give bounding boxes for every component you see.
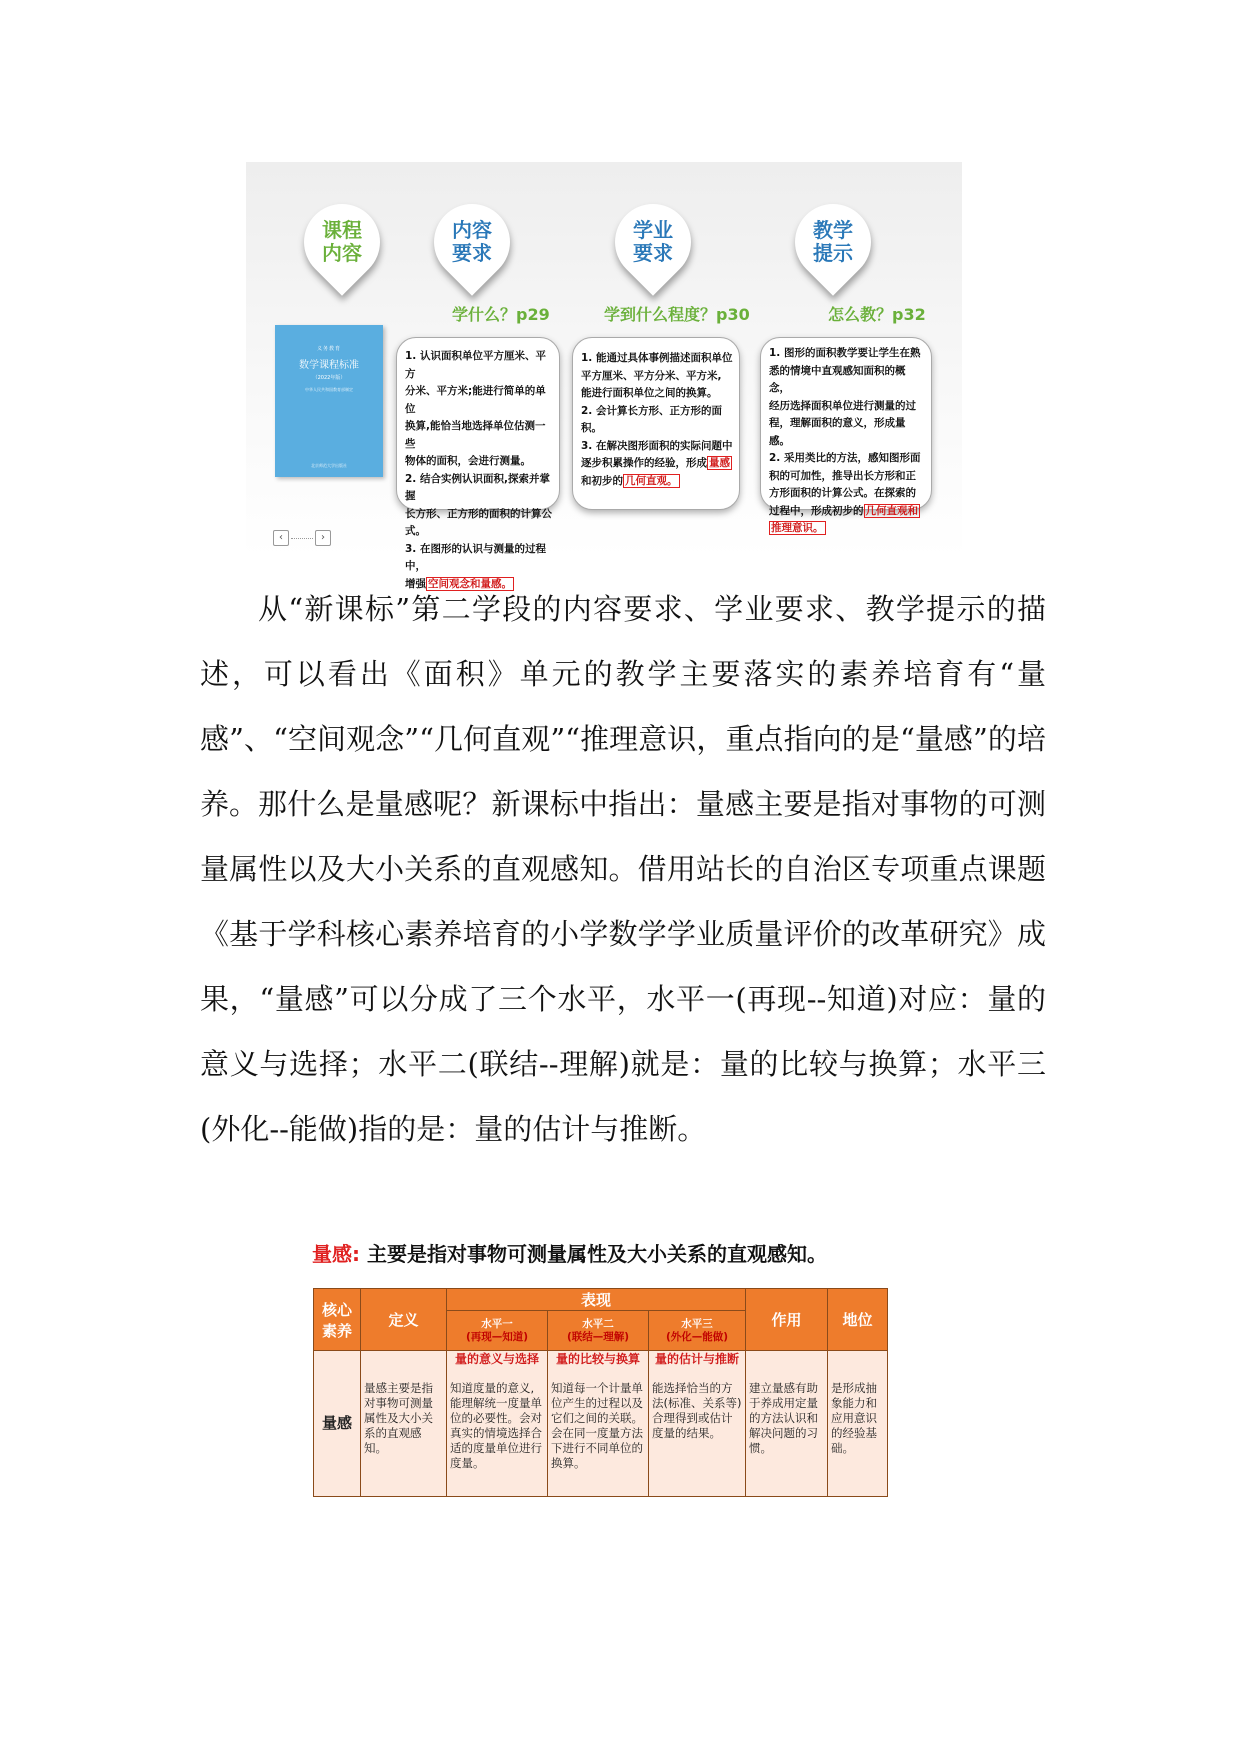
cell-level-3 [649,1351,746,1497]
pin-label: 学业 [633,218,673,242]
quantity-sense-table [313,1288,888,1497]
header-core-literacy [314,1289,361,1351]
paragraph-quantity-sense-levels: 那什么是量感呢？新课标中指出：量感主要是指对事物的可测量属性以及大小关系的直观感知。借用站长的自治区专项重点课题《基于学科核心素养培育的小学数学学业质量评价的改革研究》成果，“量感”可以分成了三个水平，水平一(再现--知道)对应：量的意义与选择；水平二(联结--理解)就是：量的比较与换算；水平三(外化--能做)指的是：量的估计与推断。 [200,787,1046,1146]
card-line: 悉的情境中直观感知面积的概念， [769,364,906,394]
cell-definition [361,1351,447,1497]
header-level-1 [447,1311,548,1351]
prev-slide-button[interactable]: ‹ [273,530,289,546]
card-line: 积的可加性，推导出长方形和正 [769,469,916,482]
header-function: 作用 [746,1289,828,1351]
caption-term: 量感: [312,1242,360,1266]
cell-text: 知道每一个计量单位产生的过程以及它们之间的关联。会在同一度量方法下进行不同单位的换算。 [551,1381,643,1470]
heading-learning-level: 学到什么程度？p30 [604,305,750,324]
level-title: 水平二 [582,1317,614,1330]
highlight-box: 推理意识。 [771,522,824,534]
header-text: 素养 [321,1321,352,1340]
card-text: 逐步积累操作的经验，形成 [581,457,707,469]
pin-label: 提示 [813,241,853,265]
card-academic-requirements [572,337,740,510]
pin-label: 要求 [633,241,673,265]
header-level-3 [649,1311,746,1351]
level-subtitle: (外化—能做) [665,1330,729,1343]
card-line: 程，理解面积的意义，形成量感。 [769,417,906,447]
next-slide-button[interactable]: › [315,530,331,546]
card-line: 2. 采用类比的方法，感知图形面 [769,452,921,464]
card-line: 长方形、正方形的面积的计算公式。 [405,507,552,537]
header-level-2 [548,1311,649,1351]
header-position: 地位 [828,1289,888,1351]
book-series: 义务教育 [316,346,341,352]
card-content-requirements [396,337,560,590]
card-line: 1. 认识面积单位平方厘米、平方 [405,350,546,380]
card-text: 增强 [405,577,426,590]
card-teaching-tips [760,337,932,534]
pin-label: 内容 [452,218,492,242]
highlight-box: 空间观念和量感。 [428,577,512,590]
card-line: 3. 在图形的认识与测量的过程中， [405,542,546,572]
heading-how-to-teach: 怎么教？p32 [828,305,926,324]
cell-text: 量感主要是指对事物可测量属性及大小关系的直观感知。 [364,1381,433,1455]
pager-track [291,538,313,539]
card-line: 3. 在解决图形面积的实际问题中 [581,439,733,452]
card-line: 平方厘米、平方分米、平方米, [581,369,722,382]
pin-teaching-tips [795,204,871,280]
cell-level-1 [447,1351,548,1497]
header-performance: 表现 [447,1289,746,1311]
pin-label: 教学 [813,218,853,242]
card-line: 能进行面积单位之间的换算。 [581,387,718,399]
card-line [769,520,925,538]
slide-pager [273,530,331,546]
cell-text: 建立量感有助于养成用定量的方法认识和解决问题的习惯。 [749,1381,819,1455]
card-line: 分米、平方米;能进行简单的单位 [405,385,546,415]
highlight-box: 几何直观和 [865,504,918,517]
curriculum-slide [246,162,962,590]
curriculum-standard-book-cover [275,325,383,477]
card-line [581,473,733,491]
card-line: 2. 结合实例认识面积,探索并掌握 [405,472,550,502]
card-line: 方形面积的计算公式。在探索的 [769,487,916,499]
skill-label: 量的意义与选择 [454,1352,539,1366]
cell-text: 知道度量的意义,能理解统一度量单位的必要性。会对真实的情境选择合适的度量单位进行度量。 [450,1381,542,1470]
cell-position [828,1351,888,1497]
book-edition: （2022年版） [312,375,346,381]
pin-course-content [304,204,380,280]
heading-what-to-learn: 学什么？p29 [452,305,550,324]
card-line: 1. 图形的面积教学要让学生在熟 [769,347,921,359]
header-definition: 定义 [361,1289,447,1351]
cell-function [746,1351,828,1497]
pin-content-requirements [434,204,510,280]
pin-label: 要求 [452,241,492,265]
header-text: 核心 [321,1300,352,1319]
paragraph-literacy-goals: 从“新课标”第二学段的内容要求、学业要求、教学提示的描述，可以看出《面积》单元的教学主要落实的素养培育有“量感”、“空间观念”“几何直观”“推理意识，重点指向的是“量感”的培养。 [200,592,1046,821]
pin-label: 课程 [322,218,362,242]
book-press: 北京师范大学出版社 [311,463,347,468]
level-subtitle: (再现—知道) [465,1330,529,1343]
highlight-box: 量感 [709,457,730,469]
highlight-box: 几何直观。 [625,474,678,487]
pin-academic-requirements [615,204,691,280]
level-subtitle: (联结—理解) [566,1330,630,1343]
skill-label: 量的比较与换算 [555,1352,640,1366]
card-line: 2. 会计算长方形、正方形的面积。 [581,404,722,434]
caption-text: 主要是指对事物可测量属性及大小关系的直观感知。 [360,1242,827,1266]
card-text: 和初步的 [581,474,623,487]
cell-level-2 [548,1351,649,1497]
level-title: 水平三 [681,1317,713,1330]
book-title: 数学课程标准 [299,360,359,371]
pin-label: 内容 [322,241,362,265]
cell-text: 是形成抽象能力和应用意识的经验基础。 [831,1381,878,1455]
skill-label: 量的估计与推断 [655,1352,740,1366]
card-text: 过程中，形成初步的 [769,504,864,517]
card-line [769,503,925,521]
level-title: 水平一 [481,1317,513,1330]
card-line: 1. 能通过具体事例描述面积单位 [581,352,733,364]
card-line: 物体的面积，会进行测量。 [405,455,531,467]
figure-caption [312,1238,827,1267]
book-publisher: 中华人民共和国教育部制定 [305,387,353,392]
cell-text: 能选择恰当的方法(标准、关系等)合理得到或估计度量的结果。 [652,1381,742,1440]
card-line: 换算,能恰当地选择单位估测一些 [405,420,546,450]
row-name-quantity-sense: 量感 [314,1351,361,1497]
card-line [581,455,733,473]
card-line: 经历选择面积单位进行测量的过 [769,399,916,412]
